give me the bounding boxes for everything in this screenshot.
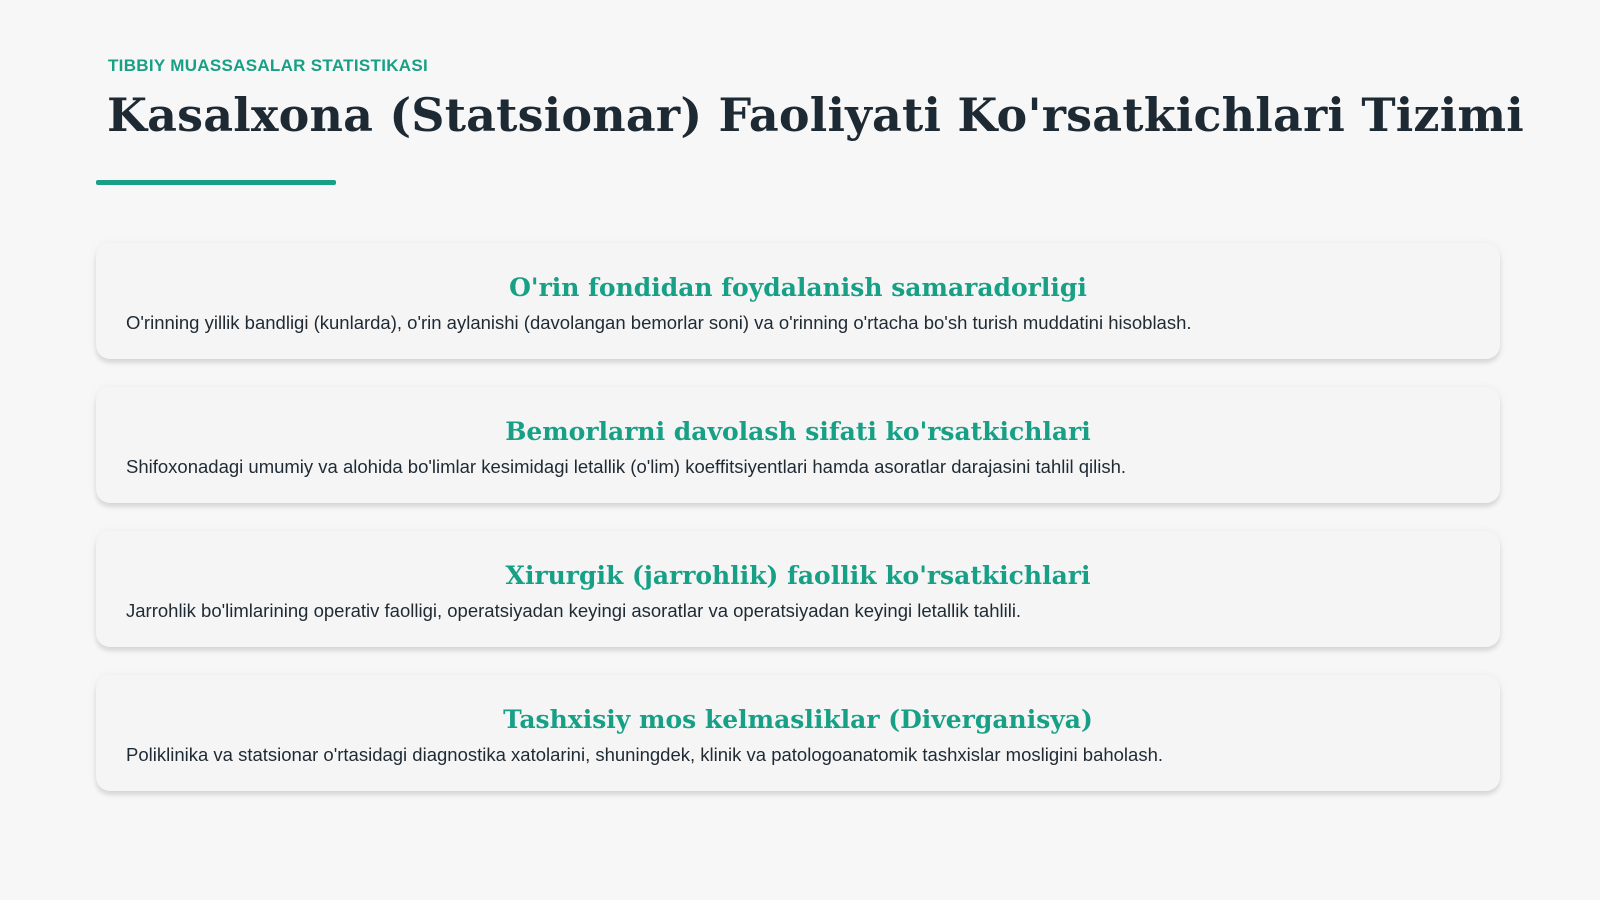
card-surgical-activity [96,531,1500,647]
card-title: Tashxisiy mos kelmasliklar (Diverganisya) [503,705,1093,734]
card-diagnostic-divergence [96,675,1500,791]
card-title: O'rin fondidan foydalanish samaradorligi [509,273,1087,302]
card-description: Shifoxonadagi umumiy va alohida bo'limlar kesimidagi letallik (o'lim) koeffitsiyentlari hamda asoratlar darajasini tahlil qilish. [126,456,1127,477]
card-description: O'rinning yillik bandligi (kunlarda), o'rin aylanishi (davolangan bemorlar soni) va o'rinning o'rtacha bo'sh turish muddatini hisoblash. [126,312,1192,333]
title-underline [96,180,336,185]
card-title: Bemorlarni davolash sifati ko'rsatkichlari [505,417,1091,446]
section-eyebrow: TIBBIY MUASSASALAR STATISTIKASI [108,56,429,75]
card-title: Xirurgik (jarrohlik) faollik ko'rsatkichlari [505,561,1091,590]
card-description: Poliklinika va statsionar o'rtasidagi diagnostika xatolarini, shuningdek, klinik va patologoanatomik tashxislar mosligini baholash. [126,744,1164,765]
card-treatment-quality [96,387,1500,503]
cards-list [96,243,1500,819]
card-description: Jarrohlik bo'limlarining operativ faolligi, operatsiyadan keyingi asoratlar va operatsiyadan keyingi letallik tahlili. [126,600,1022,621]
page-title: Kasalxona (Statsionar) Faoliyati Ko'rsatkichlari Tizimi [107,88,1524,142]
card-bed-fund [96,243,1500,359]
